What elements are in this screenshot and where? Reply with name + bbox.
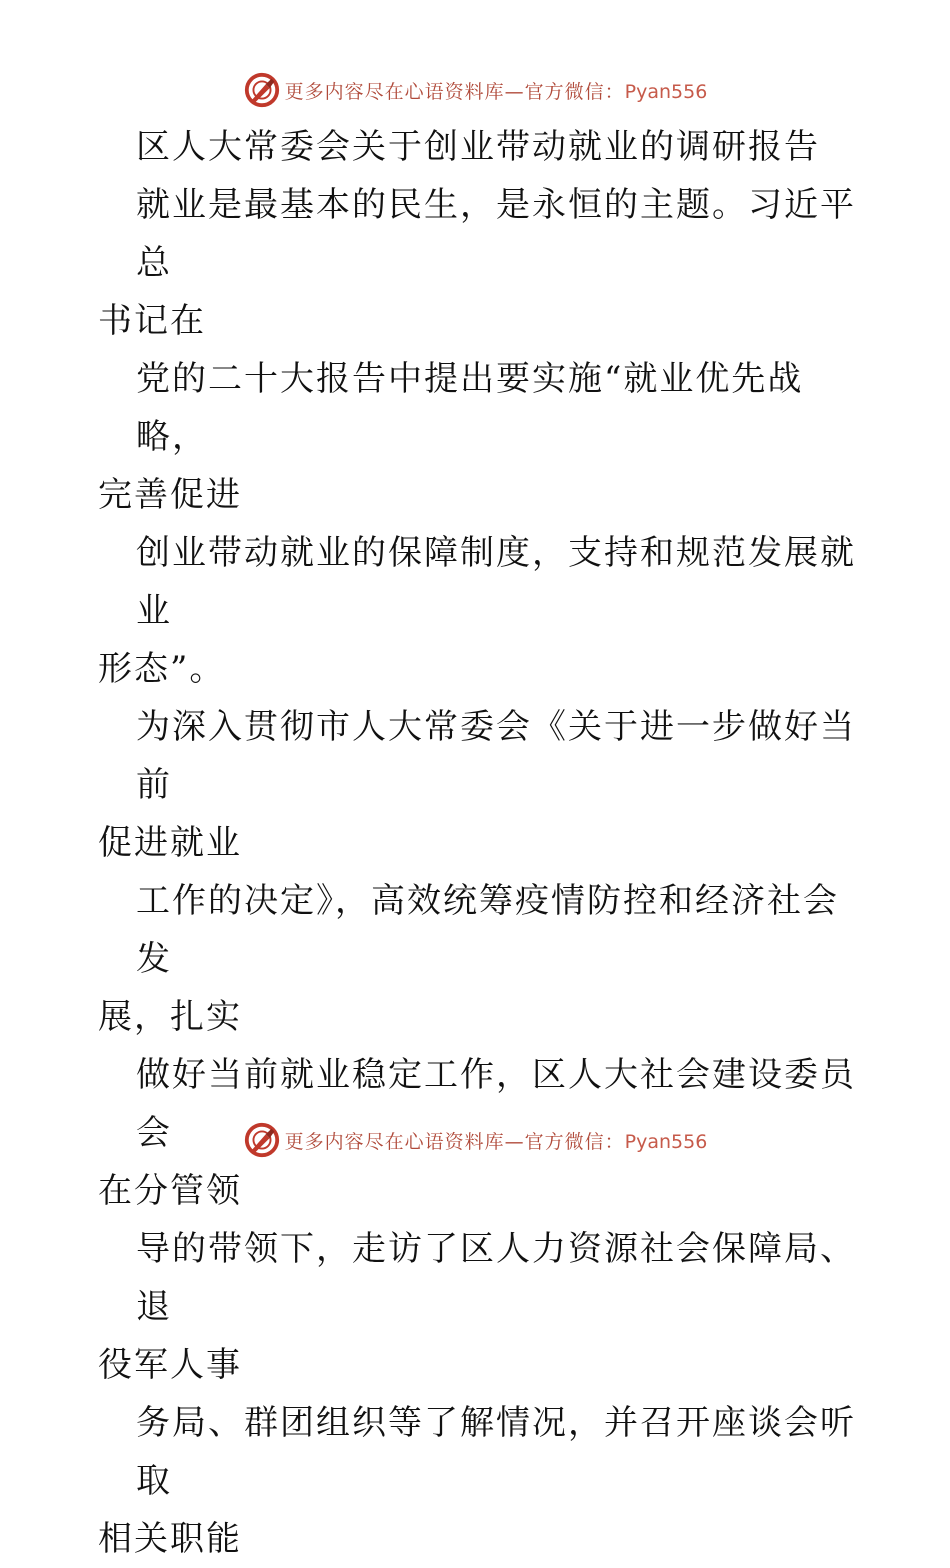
footer-banner (0, 1118, 950, 1162)
document-line: 促进就业 (98, 823, 242, 863)
footer-banner-text (285, 1127, 708, 1154)
document-line: 就业是最基本的民生，是永恒的主题。习近平总 (136, 185, 856, 283)
pen-logo-icon (243, 71, 281, 109)
document-line: 展，扎实 (98, 997, 242, 1037)
document-body (98, 118, 858, 1568)
document-line: 务局、群团组织等了解情况，并召开座谈会听取 (136, 1403, 856, 1501)
document-line: 工作的决定》，高效统筹疫情防控和经济社会发 (136, 881, 839, 979)
pen-logo-icon (243, 1121, 281, 1159)
header-banner-label: 更多内容尽在心语资料库—官方微信： (284, 80, 625, 103)
footer-banner-label: 更多内容尽在心语资料库—官方微信： (284, 1130, 625, 1153)
header-banner-id: Pyan556 (624, 80, 708, 103)
document-line: 创业带动就业的保障制度，支持和规范发展就业 (136, 533, 856, 631)
document-line: 在分管领 (98, 1171, 242, 1211)
document-line: 相关职能 (98, 1519, 242, 1559)
document-line: 党的二十大报告中提出要实施“就业优先战略， (136, 359, 804, 457)
document-line: 形态”。 (98, 649, 226, 689)
header-banner (0, 68, 950, 112)
header-banner-text (285, 77, 708, 104)
document-line: 书记在 (98, 301, 206, 341)
footer-banner-id: Pyan556 (624, 1130, 708, 1153)
document-line: 为深入贯彻市人大常委会《关于进一步做好当前 (136, 707, 856, 805)
document-line: 区人大常委会关于创业带动就业的调研报告 (136, 127, 820, 167)
document-line: 导的带领下，走访了区人力资源社会保障局、退 (136, 1229, 856, 1327)
document-line: 完善促进 (98, 475, 242, 515)
document-line: 役军人事 (98, 1345, 242, 1385)
document-line: 做好当前就业稳定工作，区人大社会建设委员会 (136, 1055, 856, 1153)
